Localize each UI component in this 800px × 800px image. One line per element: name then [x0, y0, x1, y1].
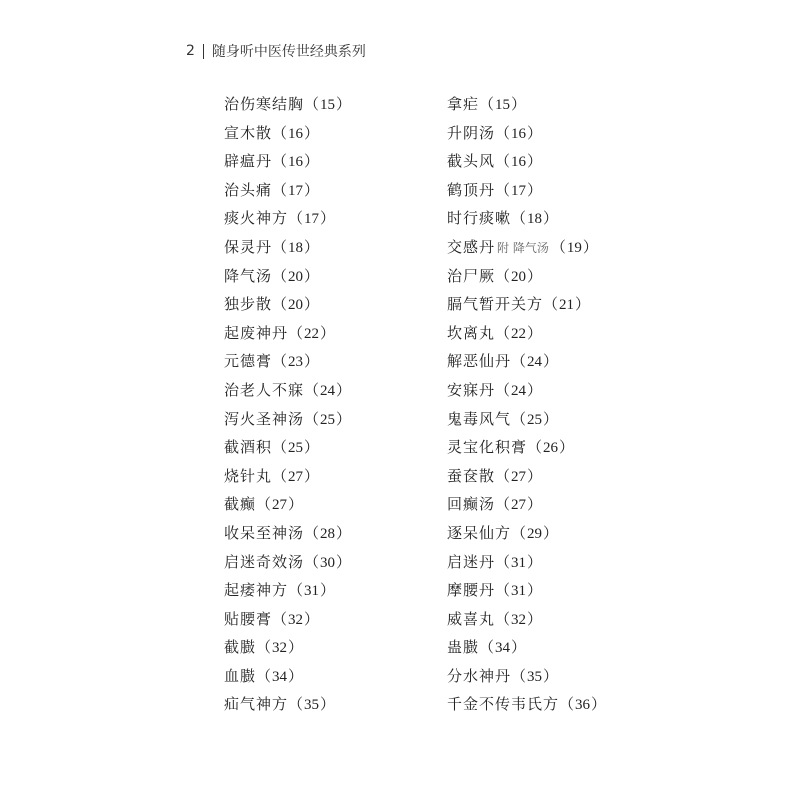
toc-entry — [224, 462, 351, 491]
close-paren: ） — [575, 295, 591, 314]
open-paren: （ — [479, 638, 495, 657]
entry-title: 截癫 — [224, 495, 257, 514]
entry-title: 灵宝化积膏 — [447, 438, 528, 457]
open-paren: （ — [288, 209, 304, 228]
entry-title: 鹤顶丹 — [447, 180, 496, 199]
entry-page-number: 32 — [511, 611, 527, 628]
close-paren: ） — [288, 495, 304, 514]
toc-entry — [447, 433, 606, 462]
close-paren: ） — [336, 552, 352, 571]
toc-entry — [447, 462, 606, 491]
entry-title: 血臌 — [224, 666, 257, 685]
entry-title: 截臌 — [224, 638, 257, 657]
toc-entry — [224, 433, 351, 462]
entry-page-number: 23 — [288, 354, 304, 371]
open-paren: （ — [511, 666, 527, 685]
close-paren: ） — [304, 123, 320, 142]
entry-page-number: 24 — [527, 354, 543, 371]
open-paren: （ — [495, 380, 511, 399]
entry-title: 解恶仙丹 — [447, 352, 512, 371]
entry-page-number: 18 — [288, 239, 304, 256]
close-paren: ） — [543, 409, 559, 428]
entry-title: 起废神丹 — [224, 323, 289, 342]
close-paren: ） — [320, 323, 336, 342]
toc-column-left — [224, 90, 351, 719]
entry-appendix: 附 降气汤 — [497, 240, 549, 255]
close-paren: ） — [304, 438, 320, 457]
toc-column-right — [447, 90, 606, 719]
toc-entry — [224, 90, 351, 119]
toc-entry — [224, 576, 351, 605]
open-paren: （ — [559, 695, 575, 714]
close-paren: ） — [543, 352, 559, 371]
toc-entry — [447, 319, 606, 348]
entry-title: 治伤寒结胸 — [224, 95, 305, 113]
entry-page-number: 31 — [511, 583, 527, 600]
entry-title: 截头风 — [447, 152, 496, 171]
entry-title: 治头痛 — [224, 180, 273, 199]
open-paren: （ — [550, 237, 566, 256]
entry-title: 摩腰丹 — [447, 581, 496, 600]
close-paren: ） — [527, 380, 543, 399]
toc-entry — [447, 262, 606, 291]
close-paren: ） — [304, 180, 320, 199]
close-paren: ） — [304, 295, 320, 314]
entry-page-number: 28 — [320, 525, 336, 542]
entry-page-number: 15 — [495, 97, 511, 113]
toc-entry — [224, 147, 351, 176]
toc-entry — [224, 233, 351, 262]
close-paren: ） — [288, 638, 304, 657]
toc-entry — [447, 405, 606, 434]
close-paren: ） — [527, 466, 543, 485]
open-paren: （ — [511, 352, 527, 371]
entry-page-number: 24 — [320, 382, 336, 399]
entry-title: 启迷奇效汤 — [224, 552, 305, 571]
close-paren: ） — [336, 95, 352, 113]
close-paren: ） — [559, 438, 575, 457]
entry-page-number: 16 — [288, 125, 304, 142]
open-paren: （ — [272, 123, 288, 142]
close-paren: ） — [527, 552, 543, 571]
toc-entry — [447, 690, 606, 719]
open-paren: （ — [495, 323, 511, 342]
close-paren: ） — [288, 666, 304, 685]
entry-page-number: 34 — [272, 668, 288, 685]
toc-entry — [224, 204, 351, 233]
entry-page-number: 24 — [511, 382, 527, 399]
open-paren: （ — [256, 666, 272, 685]
toc-entry — [224, 405, 351, 434]
close-paren: ） — [304, 237, 320, 256]
close-paren: ） — [304, 466, 320, 485]
open-paren: （ — [304, 409, 320, 428]
header-divider — [203, 44, 204, 59]
open-paren: （ — [272, 266, 288, 285]
entry-page-number: 25 — [320, 411, 336, 428]
open-paren: （ — [272, 237, 288, 256]
toc-entry — [224, 662, 351, 691]
open-paren: （ — [495, 552, 511, 571]
close-paren: ） — [304, 152, 320, 171]
entry-title: 交感丹 — [447, 237, 496, 256]
entry-page-number: 16 — [511, 125, 527, 142]
close-paren: ） — [320, 209, 336, 228]
close-paren: ） — [527, 323, 543, 342]
open-paren: （ — [272, 466, 288, 485]
entry-page-number: 21 — [559, 297, 575, 314]
open-paren: （ — [272, 180, 288, 199]
entry-title: 逐呆仙方 — [447, 523, 512, 542]
entry-title: 痰火神方 — [224, 209, 289, 228]
entry-page-number: 31 — [304, 583, 320, 600]
toc-entry — [447, 204, 606, 233]
close-paren: ） — [527, 123, 543, 142]
entry-page-number: 20 — [288, 268, 304, 285]
close-paren: ） — [304, 609, 320, 628]
toc-entry — [447, 90, 606, 119]
close-paren: ） — [320, 695, 336, 714]
entry-page-number: 30 — [320, 554, 336, 571]
entry-page-number: 20 — [511, 268, 527, 285]
entry-title: 贴腰膏 — [224, 609, 273, 628]
entry-page-number: 17 — [511, 182, 527, 199]
toc-entry — [224, 633, 351, 662]
open-paren: （ — [288, 695, 304, 714]
entry-page-number: 32 — [272, 640, 288, 657]
entry-title: 治老人不寐 — [224, 380, 305, 399]
entry-page-number: 27 — [511, 468, 527, 485]
page-number: 2 — [186, 43, 195, 59]
entry-title: 起痿神方 — [224, 581, 289, 600]
toc-entry — [224, 519, 351, 548]
close-paren: ） — [591, 695, 607, 714]
close-paren: ） — [527, 495, 543, 514]
toc-entry — [447, 548, 606, 577]
open-paren: （ — [479, 95, 495, 113]
entry-page-number: 25 — [288, 440, 304, 457]
open-paren: （ — [511, 209, 527, 228]
entry-title: 安寐丹 — [447, 380, 496, 399]
open-paren: （ — [272, 152, 288, 171]
toc-entry — [447, 233, 606, 262]
entry-title: 时行痰嗽 — [447, 209, 512, 228]
entry-title: 保灵丹 — [224, 237, 273, 256]
open-paren: （ — [511, 409, 527, 428]
close-paren: ） — [527, 152, 543, 171]
entry-page-number: 32 — [288, 611, 304, 628]
toc-entry — [447, 347, 606, 376]
close-paren: ） — [527, 609, 543, 628]
entry-title: 启迷丹 — [447, 552, 496, 571]
entry-page-number: 16 — [288, 154, 304, 171]
entry-title: 蛊臌 — [447, 638, 480, 657]
open-paren: （ — [495, 123, 511, 142]
toc-entry — [224, 176, 351, 205]
entry-title: 升阴汤 — [447, 123, 496, 142]
entry-title: 治尸厥 — [447, 266, 496, 285]
entry-title: 威喜丸 — [447, 609, 496, 628]
open-paren: （ — [288, 323, 304, 342]
entry-page-number: 36 — [575, 697, 591, 714]
entry-page-number: 35 — [304, 697, 320, 714]
open-paren: （ — [495, 466, 511, 485]
close-paren: ） — [543, 523, 559, 542]
entry-title: 独步散 — [224, 295, 273, 314]
entry-title: 鬼毒风气 — [447, 409, 512, 428]
entry-title: 截酒积 — [224, 438, 273, 457]
open-paren: （ — [543, 295, 559, 314]
close-paren: ） — [304, 266, 320, 285]
entry-page-number: 27 — [272, 497, 288, 514]
entry-page-number: 20 — [288, 297, 304, 314]
open-paren: （ — [272, 438, 288, 457]
entry-title: 千金不传韦氏方 — [447, 695, 560, 714]
close-paren: ） — [336, 523, 352, 542]
entry-title: 分水神丹 — [447, 666, 512, 685]
running-header — [186, 40, 366, 62]
open-paren: （ — [304, 380, 320, 399]
close-paren: ） — [527, 266, 543, 285]
entry-title: 烧针丸 — [224, 466, 273, 485]
entry-page-number: 19 — [566, 239, 582, 256]
series-title: 随身听中医传世经典系列 — [211, 44, 366, 60]
close-paren: ） — [543, 209, 559, 228]
toc-entry — [224, 690, 351, 719]
close-paren: ） — [527, 180, 543, 199]
toc-entry — [224, 319, 351, 348]
close-paren: ） — [336, 380, 352, 399]
toc-entry — [447, 662, 606, 691]
open-paren: （ — [272, 295, 288, 314]
entry-title: 元德膏 — [224, 352, 273, 371]
entry-title: 宣木散 — [224, 123, 273, 142]
toc-entry — [447, 290, 606, 319]
entry-title: 拿疟 — [447, 95, 480, 113]
close-paren: ） — [304, 352, 320, 371]
toc-entry — [224, 290, 351, 319]
entry-page-number: 27 — [288, 468, 304, 485]
toc-entry — [447, 519, 606, 548]
toc-entry — [224, 548, 351, 577]
entry-page-number: 16 — [511, 154, 527, 171]
toc-entry — [447, 176, 606, 205]
open-paren: （ — [495, 609, 511, 628]
entry-page-number: 29 — [527, 525, 543, 542]
entry-title: 收呆至神汤 — [224, 523, 305, 542]
entry-page-number: 34 — [495, 640, 511, 657]
entry-page-number: 17 — [288, 182, 304, 199]
entry-page-number: 18 — [527, 211, 543, 228]
entry-page-number: 26 — [543, 440, 559, 457]
entry-title: 疝气神方 — [224, 695, 289, 714]
toc-entry — [224, 605, 351, 634]
entry-title: 坎离丸 — [447, 323, 496, 342]
toc-entry — [447, 576, 606, 605]
close-paren: ） — [320, 581, 336, 600]
open-paren: （ — [495, 180, 511, 199]
open-paren: （ — [527, 438, 543, 457]
toc-entry — [447, 147, 606, 176]
entry-title: 降气汤 — [224, 266, 273, 285]
close-paren: ） — [511, 638, 527, 657]
open-paren: （ — [304, 552, 320, 571]
open-paren: （ — [288, 581, 304, 600]
close-paren: ） — [527, 581, 543, 600]
entry-page-number: 35 — [527, 668, 543, 685]
entry-page-number: 25 — [527, 411, 543, 428]
open-paren: （ — [495, 581, 511, 600]
entry-page-number: 27 — [511, 497, 527, 514]
entry-page-number: 22 — [304, 325, 320, 342]
open-paren: （ — [272, 609, 288, 628]
entry-title: 膈气暂开关方 — [447, 295, 544, 314]
open-paren: （ — [495, 495, 511, 514]
open-paren: （ — [272, 352, 288, 371]
open-paren: （ — [304, 95, 320, 113]
entry-page-number: 17 — [304, 211, 320, 228]
entry-title: 辟瘟丹 — [224, 152, 273, 171]
toc-entry — [224, 376, 351, 405]
toc-entry — [224, 262, 351, 291]
entry-title: 回癫汤 — [447, 495, 496, 514]
entry-title: 蚕奁散 — [447, 466, 496, 485]
close-paren: ） — [336, 409, 352, 428]
open-paren: （ — [511, 523, 527, 542]
open-paren: （ — [495, 266, 511, 285]
toc-entry — [224, 490, 351, 519]
toc-entry — [447, 376, 606, 405]
open-paren: （ — [256, 495, 272, 514]
entry-page-number: 31 — [511, 554, 527, 571]
toc-entry — [447, 490, 606, 519]
open-paren: （ — [304, 523, 320, 542]
close-paren: ） — [543, 666, 559, 685]
entry-page-number: 15 — [320, 97, 336, 113]
toc-entry — [447, 119, 606, 148]
entry-page-number: 22 — [511, 325, 527, 342]
toc-entry — [447, 633, 606, 662]
toc-entry — [224, 119, 351, 148]
close-paren: ） — [511, 95, 527, 113]
close-paren: ） — [582, 237, 598, 256]
entry-title: 泻火圣神汤 — [224, 409, 305, 428]
toc-entry — [224, 347, 351, 376]
open-paren: （ — [495, 152, 511, 171]
toc-entry — [447, 605, 606, 634]
open-paren: （ — [256, 638, 272, 657]
